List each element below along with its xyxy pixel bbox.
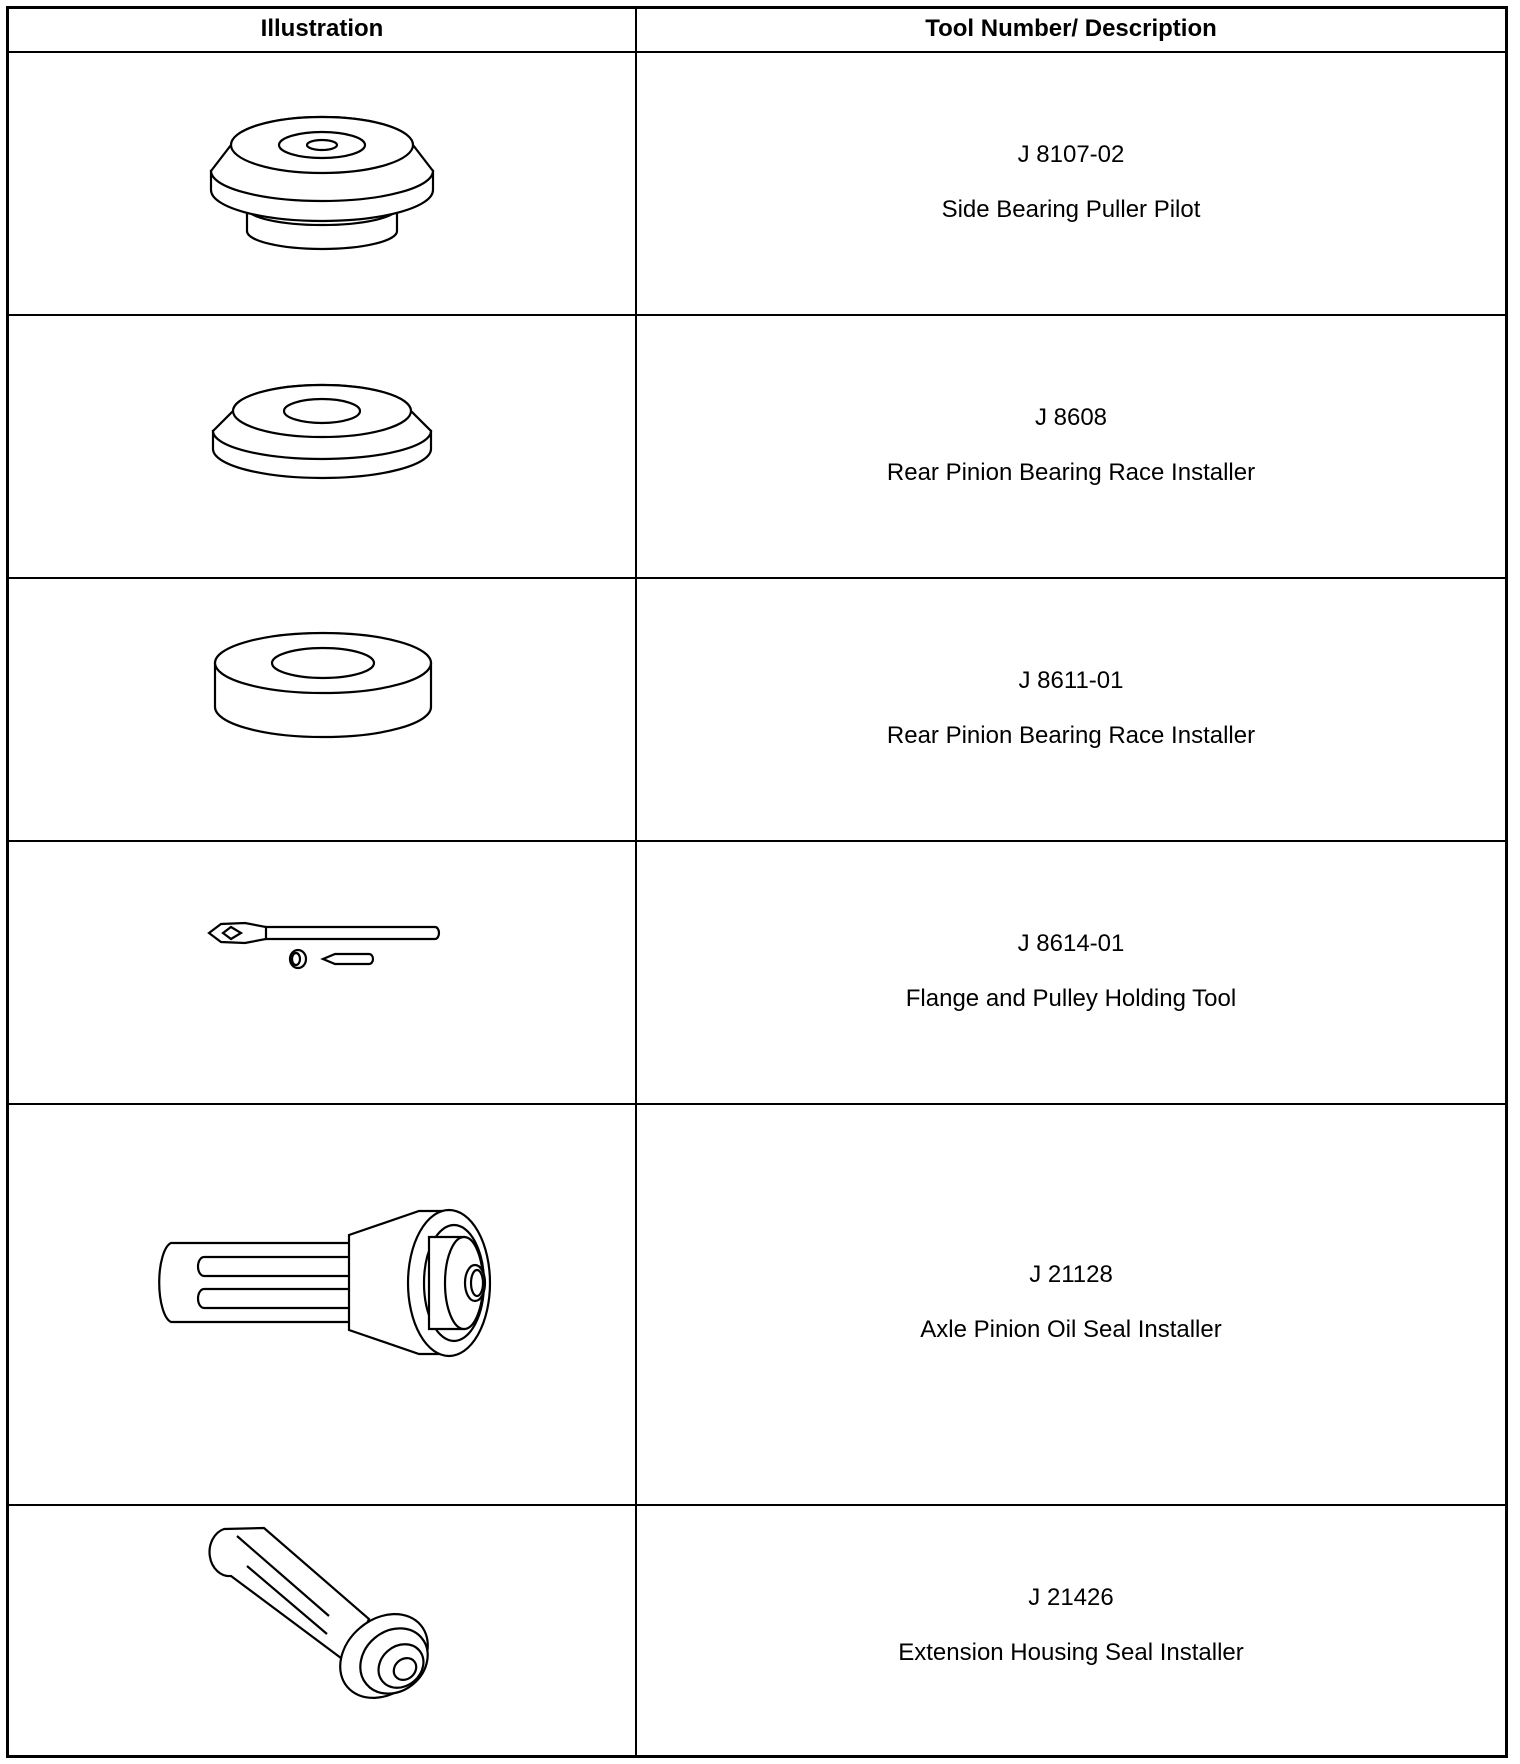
illustration-cell <box>9 1506 635 1755</box>
tool-number: J 8611-01 <box>1018 667 1124 694</box>
tool-number: J 21426 <box>1028 1584 1114 1611</box>
table-row <box>9 842 1505 1105</box>
tool-number: J 8614-01 <box>1017 930 1125 957</box>
illustration-cell <box>9 53 635 314</box>
tool-description: Rear Pinion Bearing Race Installer <box>886 722 1256 749</box>
tool-number: J 8608 <box>1034 404 1108 431</box>
tool-number: J 21128 <box>1029 1261 1113 1288</box>
tool-number: J 8107-02 <box>1017 141 1125 168</box>
holding-tool-illustration <box>9 842 635 1105</box>
illustration-cell <box>9 1105 635 1504</box>
tool-description: Extension Housing Seal Installer <box>898 1639 1244 1666</box>
table-row <box>9 579 1505 842</box>
table-row <box>9 316 1505 579</box>
housing-seal-installer-illustration <box>9 1506 635 1755</box>
side-bearing-puller-pilot-illustration <box>9 53 635 316</box>
bearing-race-installer-illustration <box>9 316 635 579</box>
tool-description: Rear Pinion Bearing Race Installer <box>886 459 1256 486</box>
bearing-race-installer-disc-illustration <box>9 579 635 842</box>
table-row <box>9 1105 1505 1506</box>
table-row <box>9 53 1505 316</box>
header-tool-number-description: Tool Number/ Description <box>925 15 1217 42</box>
tool-description: Flange and Pulley Holding Tool <box>905 985 1237 1012</box>
table-header <box>9 9 1505 53</box>
special-tools-table <box>6 6 1508 1758</box>
table-row <box>9 1506 1505 1755</box>
tool-description: Side Bearing Puller Pilot <box>941 196 1201 223</box>
header-illustration: Illustration <box>260 15 384 42</box>
tool-description: Axle Pinion Oil Seal Installer <box>920 1316 1222 1343</box>
illustration-cell <box>9 316 635 577</box>
oil-seal-installer-illustration <box>9 1105 635 1506</box>
illustration-cell <box>9 842 635 1103</box>
illustration-cell <box>9 579 635 840</box>
